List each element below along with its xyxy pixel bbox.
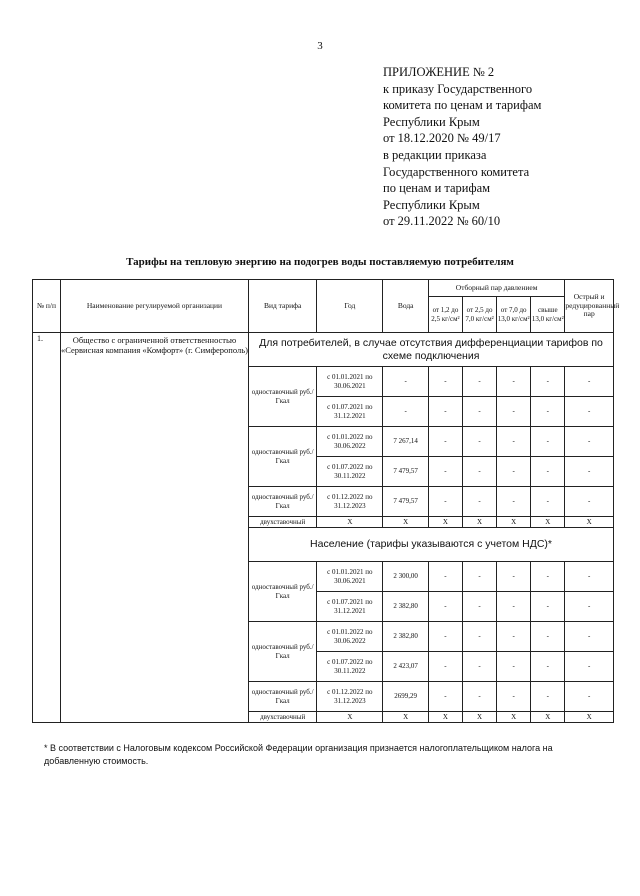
steam-value: -	[531, 487, 565, 517]
steam-value: -	[531, 592, 565, 622]
steam-value: -	[497, 652, 531, 682]
appendix-line: ПРИЛОЖЕНИЕ № 2	[383, 65, 495, 79]
steam-value: -	[463, 457, 497, 487]
header-steam-4: свыше 13,0 кг/см²	[531, 297, 565, 333]
appendix-block	[383, 64, 541, 230]
steam-value: -	[565, 592, 614, 622]
steam-value: X	[565, 712, 614, 723]
water-value: 7 479,57	[383, 457, 428, 487]
steam-value: -	[428, 652, 462, 682]
steam-value: -	[428, 562, 462, 592]
period-cell: с 01.07.2022 по 30.11.2022	[317, 457, 383, 487]
water-value: X	[383, 517, 428, 528]
steam-value: -	[565, 487, 614, 517]
steam-value: -	[463, 562, 497, 592]
organization-name: Общество с ограниченной ответственностью «Сервисная компания «Комфорт» (г. Симферополь)	[60, 333, 248, 723]
steam-value: -	[497, 562, 531, 592]
steam-value: -	[463, 592, 497, 622]
water-value: 2 382,80	[383, 622, 428, 652]
water-value: 7 267,14	[383, 427, 428, 457]
water-value: -	[383, 367, 428, 397]
header-steam-3: от 7,0 до 13,0 кг/см²	[497, 297, 531, 333]
period-cell: с 01.07.2022 по 30.11.2022	[317, 652, 383, 682]
steam-value: -	[531, 682, 565, 712]
steam-value: -	[463, 397, 497, 427]
steam-value: -	[428, 682, 462, 712]
steam-value: -	[428, 457, 462, 487]
steam-value: X	[565, 517, 614, 528]
water-value: 2 382,80	[383, 592, 428, 622]
steam-value: X	[531, 712, 565, 723]
section-heading: Население (тарифы указываются с учетом НДС)*	[249, 528, 614, 562]
steam-value: X	[463, 712, 497, 723]
steam-value: -	[428, 397, 462, 427]
tariff-type-cell: одноставочный руб./Гкал	[249, 427, 317, 487]
steam-value: -	[565, 457, 614, 487]
steam-value: -	[497, 457, 531, 487]
steam-value: -	[463, 682, 497, 712]
period-cell: с 01.12.2022 по 31.12.2023	[317, 487, 383, 517]
header-steam: Отборный пар давлением	[428, 280, 564, 297]
appendix-line: Государственного комитета	[383, 164, 530, 179]
steam-value: -	[497, 622, 531, 652]
water-value: 2699,29	[383, 682, 428, 712]
header-num: № п/п	[33, 280, 61, 333]
steam-value: -	[565, 427, 614, 457]
steam-value: X	[497, 517, 531, 528]
page-number: 3	[317, 40, 323, 52]
footnote: * В соответствии с Налоговым кодексом Российской Федерации организация признается налогоплательщиком налога на добавленную стоимость.	[44, 743, 553, 766]
steam-value: -	[428, 592, 462, 622]
steam-value: -	[565, 397, 614, 427]
header-sharp-steam: Острый и редуцированный пар	[565, 280, 614, 333]
header-steam-2: от 2,5 до 7,0 кг/см²	[463, 297, 497, 333]
tariff-type-cell: двухставочный	[249, 712, 317, 723]
steam-value: -	[428, 427, 462, 457]
steam-value: -	[497, 397, 531, 427]
steam-value: -	[497, 487, 531, 517]
appendix-line: от 29.11.2022 № 60/10	[383, 214, 501, 229]
header-year: Год	[317, 280, 383, 333]
water-value: 2 300,00	[383, 562, 428, 592]
steam-value: -	[463, 622, 497, 652]
steam-value: -	[565, 652, 614, 682]
steam-value: -	[428, 367, 462, 397]
appendix-line: по ценам и тарифам	[383, 181, 491, 196]
steam-value: -	[565, 367, 614, 397]
steam-value: -	[497, 682, 531, 712]
steam-value: X	[497, 712, 531, 723]
steam-value: -	[463, 427, 497, 457]
period-cell: X	[317, 517, 383, 528]
period-cell: с 01.12.2022 по 31.12.2023	[317, 682, 383, 712]
appendix-line: комитета по ценам и тарифам	[383, 98, 542, 113]
document-title: Тарифы на тепловую энергию на подогрев воды поставляемую потребителям	[126, 256, 514, 268]
period-cell: с 01.01.2021 по 30.06.2021	[317, 367, 383, 397]
steam-value: X	[531, 517, 565, 528]
header-tariff-type: Вид тарифа	[249, 280, 317, 333]
appendix-line: в редакции приказа	[383, 147, 487, 162]
steam-value: -	[531, 562, 565, 592]
water-value: 7 479,57	[383, 487, 428, 517]
steam-value: -	[463, 487, 497, 517]
steam-value: -	[565, 682, 614, 712]
water-value: X	[383, 712, 428, 723]
steam-value: -	[531, 652, 565, 682]
header-steam-1: от 1,2 до 2,5 кг/см²	[428, 297, 462, 333]
appendix-line: к приказу Государственного	[383, 81, 533, 96]
appendix-line: от 18.12.2020 № 49/17	[383, 131, 501, 146]
period-cell: с 01.01.2022 по 30.06.2022	[317, 427, 383, 457]
steam-value: X	[463, 517, 497, 528]
steam-value: -	[497, 427, 531, 457]
appendix-line: Республики Крым	[383, 197, 480, 212]
period-cell: с 01.07.2021 по 31.12.2021	[317, 592, 383, 622]
tariff-type-cell: одноставочный руб./Гкал	[249, 682, 317, 712]
steam-value: -	[531, 457, 565, 487]
header-water: Вода	[383, 280, 428, 333]
steam-value: -	[565, 562, 614, 592]
tariff-type-cell: одноставочный руб./Гкал	[249, 562, 317, 622]
steam-value: -	[531, 397, 565, 427]
tariff-type-cell: двухставочный	[249, 517, 317, 528]
tariff-type-cell: одноставочный руб./Гкал	[249, 367, 317, 427]
steam-value: -	[531, 367, 565, 397]
tariff-type-cell: одноставочный руб./Гкал	[249, 622, 317, 682]
section-heading: Для потребителей, в случае отсутствия дифференциации тарифов по схеме подключения	[249, 333, 614, 367]
steam-value: -	[463, 652, 497, 682]
row-number: 1.	[33, 333, 61, 723]
period-cell: с 01.07.2021 по 31.12.2021	[317, 397, 383, 427]
steam-value: -	[463, 367, 497, 397]
steam-value: -	[531, 622, 565, 652]
appendix-line: Республики Крым	[383, 114, 480, 129]
water-value: -	[383, 397, 428, 427]
steam-value: -	[428, 622, 462, 652]
steam-value: -	[531, 427, 565, 457]
steam-value: X	[428, 517, 462, 528]
period-cell: с 01.01.2022 по 30.06.2022	[317, 622, 383, 652]
water-value: 2 423,07	[383, 652, 428, 682]
header-organization: Наименование регулируемой организации	[60, 280, 248, 333]
period-cell: X	[317, 712, 383, 723]
period-cell: с 01.01.2021 по 30.06.2021	[317, 562, 383, 592]
tariff-type-cell: одноставочный руб./Гкал	[249, 487, 317, 517]
steam-value: X	[428, 712, 462, 723]
steam-value: -	[428, 487, 462, 517]
steam-value: -	[497, 592, 531, 622]
steam-value: -	[565, 622, 614, 652]
steam-value: -	[497, 367, 531, 397]
tariff-table	[32, 279, 620, 723]
